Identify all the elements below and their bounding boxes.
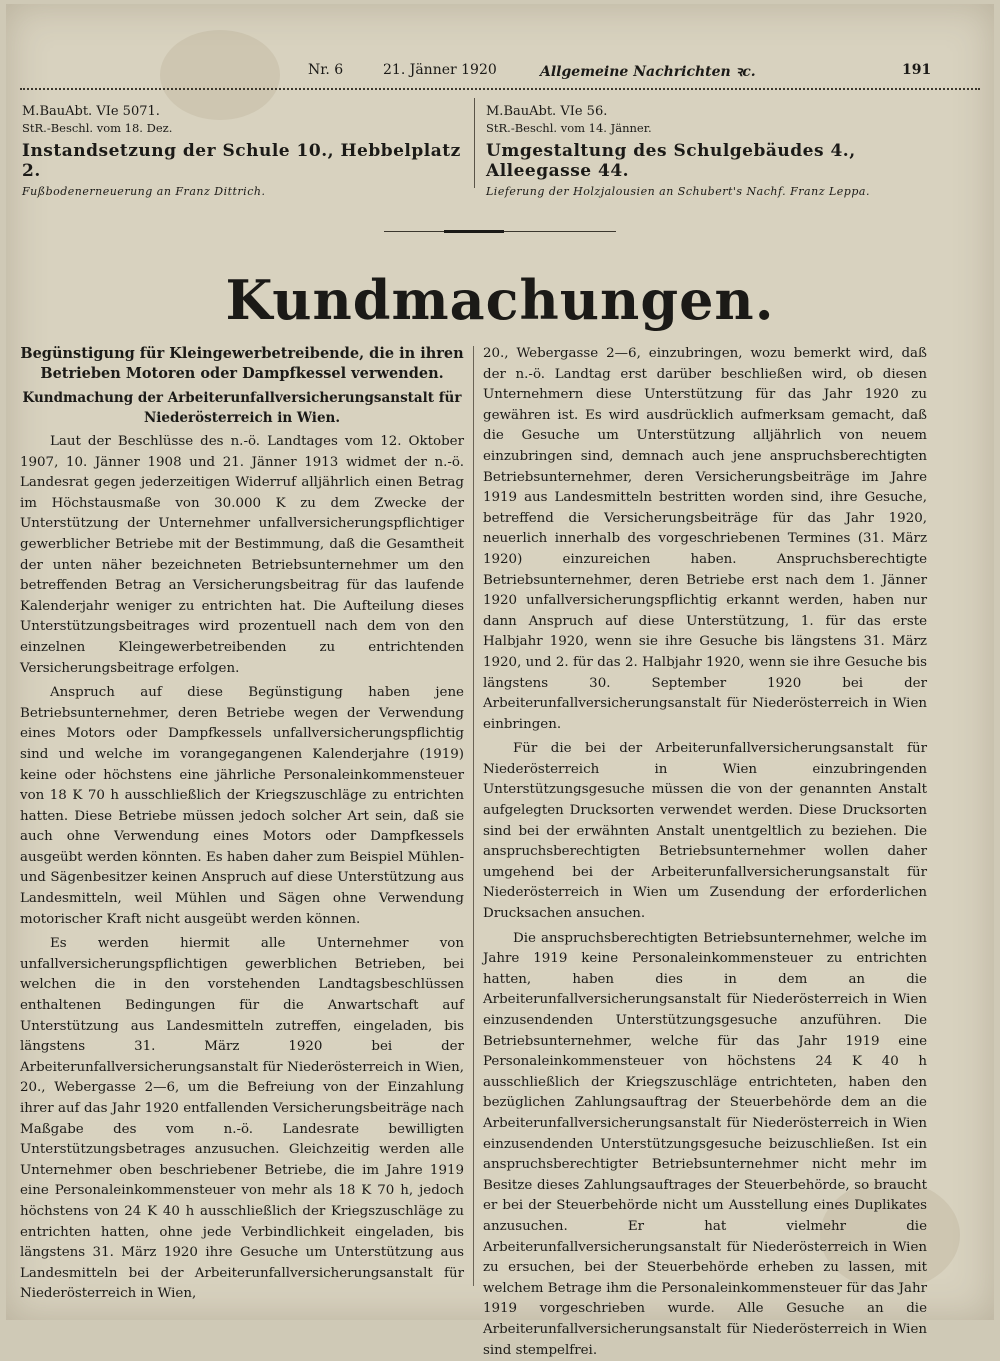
- article-subtitle: Kundmachung der Arbeiterunfallversicherungsanstalt für Niederösterreich in Wien.: [22, 390, 462, 426]
- issue-date: 21. Jänner 1920: [383, 62, 497, 78]
- paragraph: Für die bei der Arbeiterunfallversicherungsanstalt für Niederösterreich in Wien einzubringenden Unterstützungsgesuche müssen die von der genannten Anstalt aufgelegten Drucksorten verwendet werden. Diese Drucksorten sind bei der erwähnten Anstalt unentgeltlich zu beziehen. Die anspruchsberechtigten Betriebsunternehmer wollen daher umgehend bei der Arbeiterunfallversicherungsanstalt für Niederösterreich in Wien um Zusendung der erforderlichen Drucksachen ansuchen.: [483, 741, 927, 922]
- issue-number: Nr. 6: [308, 62, 344, 78]
- article-column-right: [483, 344, 927, 1361]
- notice-note: Fußbodenerneuerung an Franz Dittrich.: [22, 185, 266, 198]
- notice-decision: StR.-Beschl. vom 14. Jänner.: [486, 121, 652, 135]
- paragraph: Laut der Beschlüsse des n.-ö. Landtages vom 12. Oktober 1907, 10. Jänner 1908 und 21. Jänner 1913 widmet der n.-ö. Landesrat gegen jederzeitigen Widerruf alljährlich einen Betrag im Höchstausmaße von 30.000 K zu dem Zwecke der Unterstützung der Unternehmer unfallversicherungspflichtiger gewerblicher Betriebe mit der Bestimmung, daß die Gesamtheit der unten näher bezeichneten Betriebsunternehmer um den betreffenden Betrag an Versicherungsbeitrag für das laufende Kalenderjahr weniger zu entrichten hat. Die Aufteilung dieses Unterstützungsbeitrages wird prozentuell nach dem von den einzelnen Kleingewerbetreibenden zu entrichtenden Versicherungsbeitrage erfolgen.: [20, 434, 464, 676]
- header-rule: [20, 80, 980, 90]
- column-divider: [473, 346, 474, 1286]
- section-title: Allgemeine Nachrichten ꝛc.: [540, 64, 756, 80]
- article-title: Begünstigung für Kleingewerbetreibende, die in ihren Betrieben Motoren oder Dampfkessel verwenden.: [20, 345, 464, 382]
- article-column-left: [20, 344, 464, 1305]
- paragraph: 20., Webergasse 2—6, einzubringen, wozu bemerkt wird, daß der n.-ö. Landtag erst darüber beschließen wird, ob diesen Unternehmern diese Unterstützung für das Jahr 1920 zu gewähren ist. Es wird ausdrücklich aufmerksam gemacht, daß die Gesuche um Unterstützung alljährlich von neuem einzubringen sind, demnach auch jene anspruchsberechtigten Betriebsunternehmer, deren Versicherungsbeiträge im Jahre 1919 aus Landesmitteln bestritten worden sind, ihre Gesuche, betreffend die Versicherungsbeiträge für das Jahr 1920, neuerlich innerhalb des vorgeschriebenen Termines (31. März 1920) einzureichen haben. Anspruchsberechtigte Betriebsunternehmer, deren Betriebe erst nach dem 1. Jänner 1920 unfallversicherungspflichtig erkannt werden, haben nur dann Anspruch auf diese Unterstützung, 1. für das erste Halbjahr 1920, wenn sie ihre Gesuche bis längstens 31. März 1920, und 2. für das 2. Halbjahr 1920, wenn sie ihre Gesuche bis längstens 30. September 1920 bei der Arbeiterunfallversicherungsanstalt für Niederösterreich in Wien einbringen.: [483, 346, 927, 732]
- column-divider: [474, 98, 475, 188]
- paragraph: Es werden hiermit alle Unternehmer von unfallversicherungspflichtigen gewerblichen Betrieben, bei welchen die in den vorstehenden Landtagsbeschlüssen enthaltenen Bedingungen für die Anwartschaft auf Unterstützung aus Landesmitteln zutreffen, eingeladen, bis längstens 31. März 1920 bei der Arbeiterunfallversicherungsanstalt für Niederösterreich in Wien, 20., Webergasse 2—6, um die Befreiung von der Einzahlung ihrer auf das Jahr 1920 entfallenden Versicherungsbeiträge nach Maßgabe des vom n.-ö. Landesrate bewilligten Unterstützungsbetrages anzusuchen. Gleichzeitig werden alle Unternehmer oben beschriebener Betriebe, die im Jahre 1919 eine Personaleinkommensteuer von mehr als 18 K 70 h, jedoch höchstens von 24 K 40 h ausschließlich der Kriegszuschläge zu entrichten hatten, ohne jede Verbindlichkeit eingeladen, bis längstens 31. März 1920 ihre Gesuche um Unterstützung aus Landesmitteln bei der Arbeiterunfallversicherungsanstalt für Niederösterreich in Wien,: [20, 936, 464, 1302]
- notice-decision: StR.-Beschl. vom 18. Dez.: [22, 121, 173, 135]
- notice-title: Instandsetzung der Schule 10., Hebbelplatz 2.: [22, 141, 461, 181]
- paragraph: Die anspruchsberechtigten Betriebsunternehmer, welche im Jahre 1919 keine Personaleinkommensteuer zu entrichten hatten, haben dies in dem an die Arbeiterunfallversicherungsanstalt für Niederösterreich in Wien einzusendenden Unterstützungsgesuche anzuführen. Die Betriebsunternehmer, welche für das Jahr 1919 eine Personaleinkommensteuer von höchstens 24 K 40 h ausschließlich der Kriegszuschläge entrichteten, haben den bezüglichen Zahlungsauftrag der Steuerbehörde dem an die Arbeiterunfallversicherungsanstalt für Niederösterreich in Wien einzusendenden Unterstützungsgesuche beizuschließen. Ist ein anspruchsberechtigter Betriebsunternehmer nicht mehr im Besitze dieses Zahlungsauftrages der Steuerbehörde, so braucht er bei der Steuerbehörde nicht um Ausstellung eines Duplikates anzusuchen. Er hat vielmehr die Arbeiterunfallversicherungsanstalt für Niederösterreich in Wien zu ersuchen, bei der Steuerbehörde erheben zu lassen, mit welchem Betrage ihm die Personaleinkommensteuer für das Jahr 1919 vorgeschrieben wurde. Alle Gesuche an die Arbeiterunfallversicherungsanstalt für Niederösterreich in Wien sind stempelfrei.: [483, 930, 927, 1358]
- notice-right: [486, 104, 956, 198]
- notice-title: Umgestaltung des Schulgebäudes 4., Alleegasse 44.: [486, 141, 856, 181]
- paragraph: Anspruch auf diese Begünstigung haben jene Betriebsunternehmer, deren Betriebe wegen der Verwendung eines Motors oder Dampfkessels unfallversicherungspflichtig sind und welche im vorangegangenen Kalenderjahre (1919) keine oder höchstens eine jährliche Personaleinkommensteuer von 18 K 70 h ausschließlich der Kriegszuschläge zu entrichten hatten. Diese Betriebe müssen jedoch solcher Art sein, daß sie auch ohne Verwendung eines Motors oder Dampfkessels ausgeübt werden könnten. Es haben daher zum Beispiel Mühlen- und Sägenbesitzer keinen Anspruch auf diese Unterstützung aus Landesmitteln, weil Mühlen und Sägen ohne Verwendung motorischer Kraft nicht ausgeübt werden können.: [20, 685, 464, 927]
- notice-reference: M.BauAbt. VIe 5071.: [22, 104, 160, 119]
- main-heading: Kundmachungen.: [225, 268, 775, 332]
- page-header: [0, 58, 1000, 82]
- page-number: 191: [902, 62, 932, 78]
- notice-left: [22, 104, 462, 198]
- notice-reference: M.BauAbt. VIe 56.: [486, 104, 608, 119]
- notice-note: Lieferung der Holzjalousien an Schubert's Nachf. Franz Leppa.: [486, 185, 870, 198]
- section-separator-accent: [444, 230, 504, 233]
